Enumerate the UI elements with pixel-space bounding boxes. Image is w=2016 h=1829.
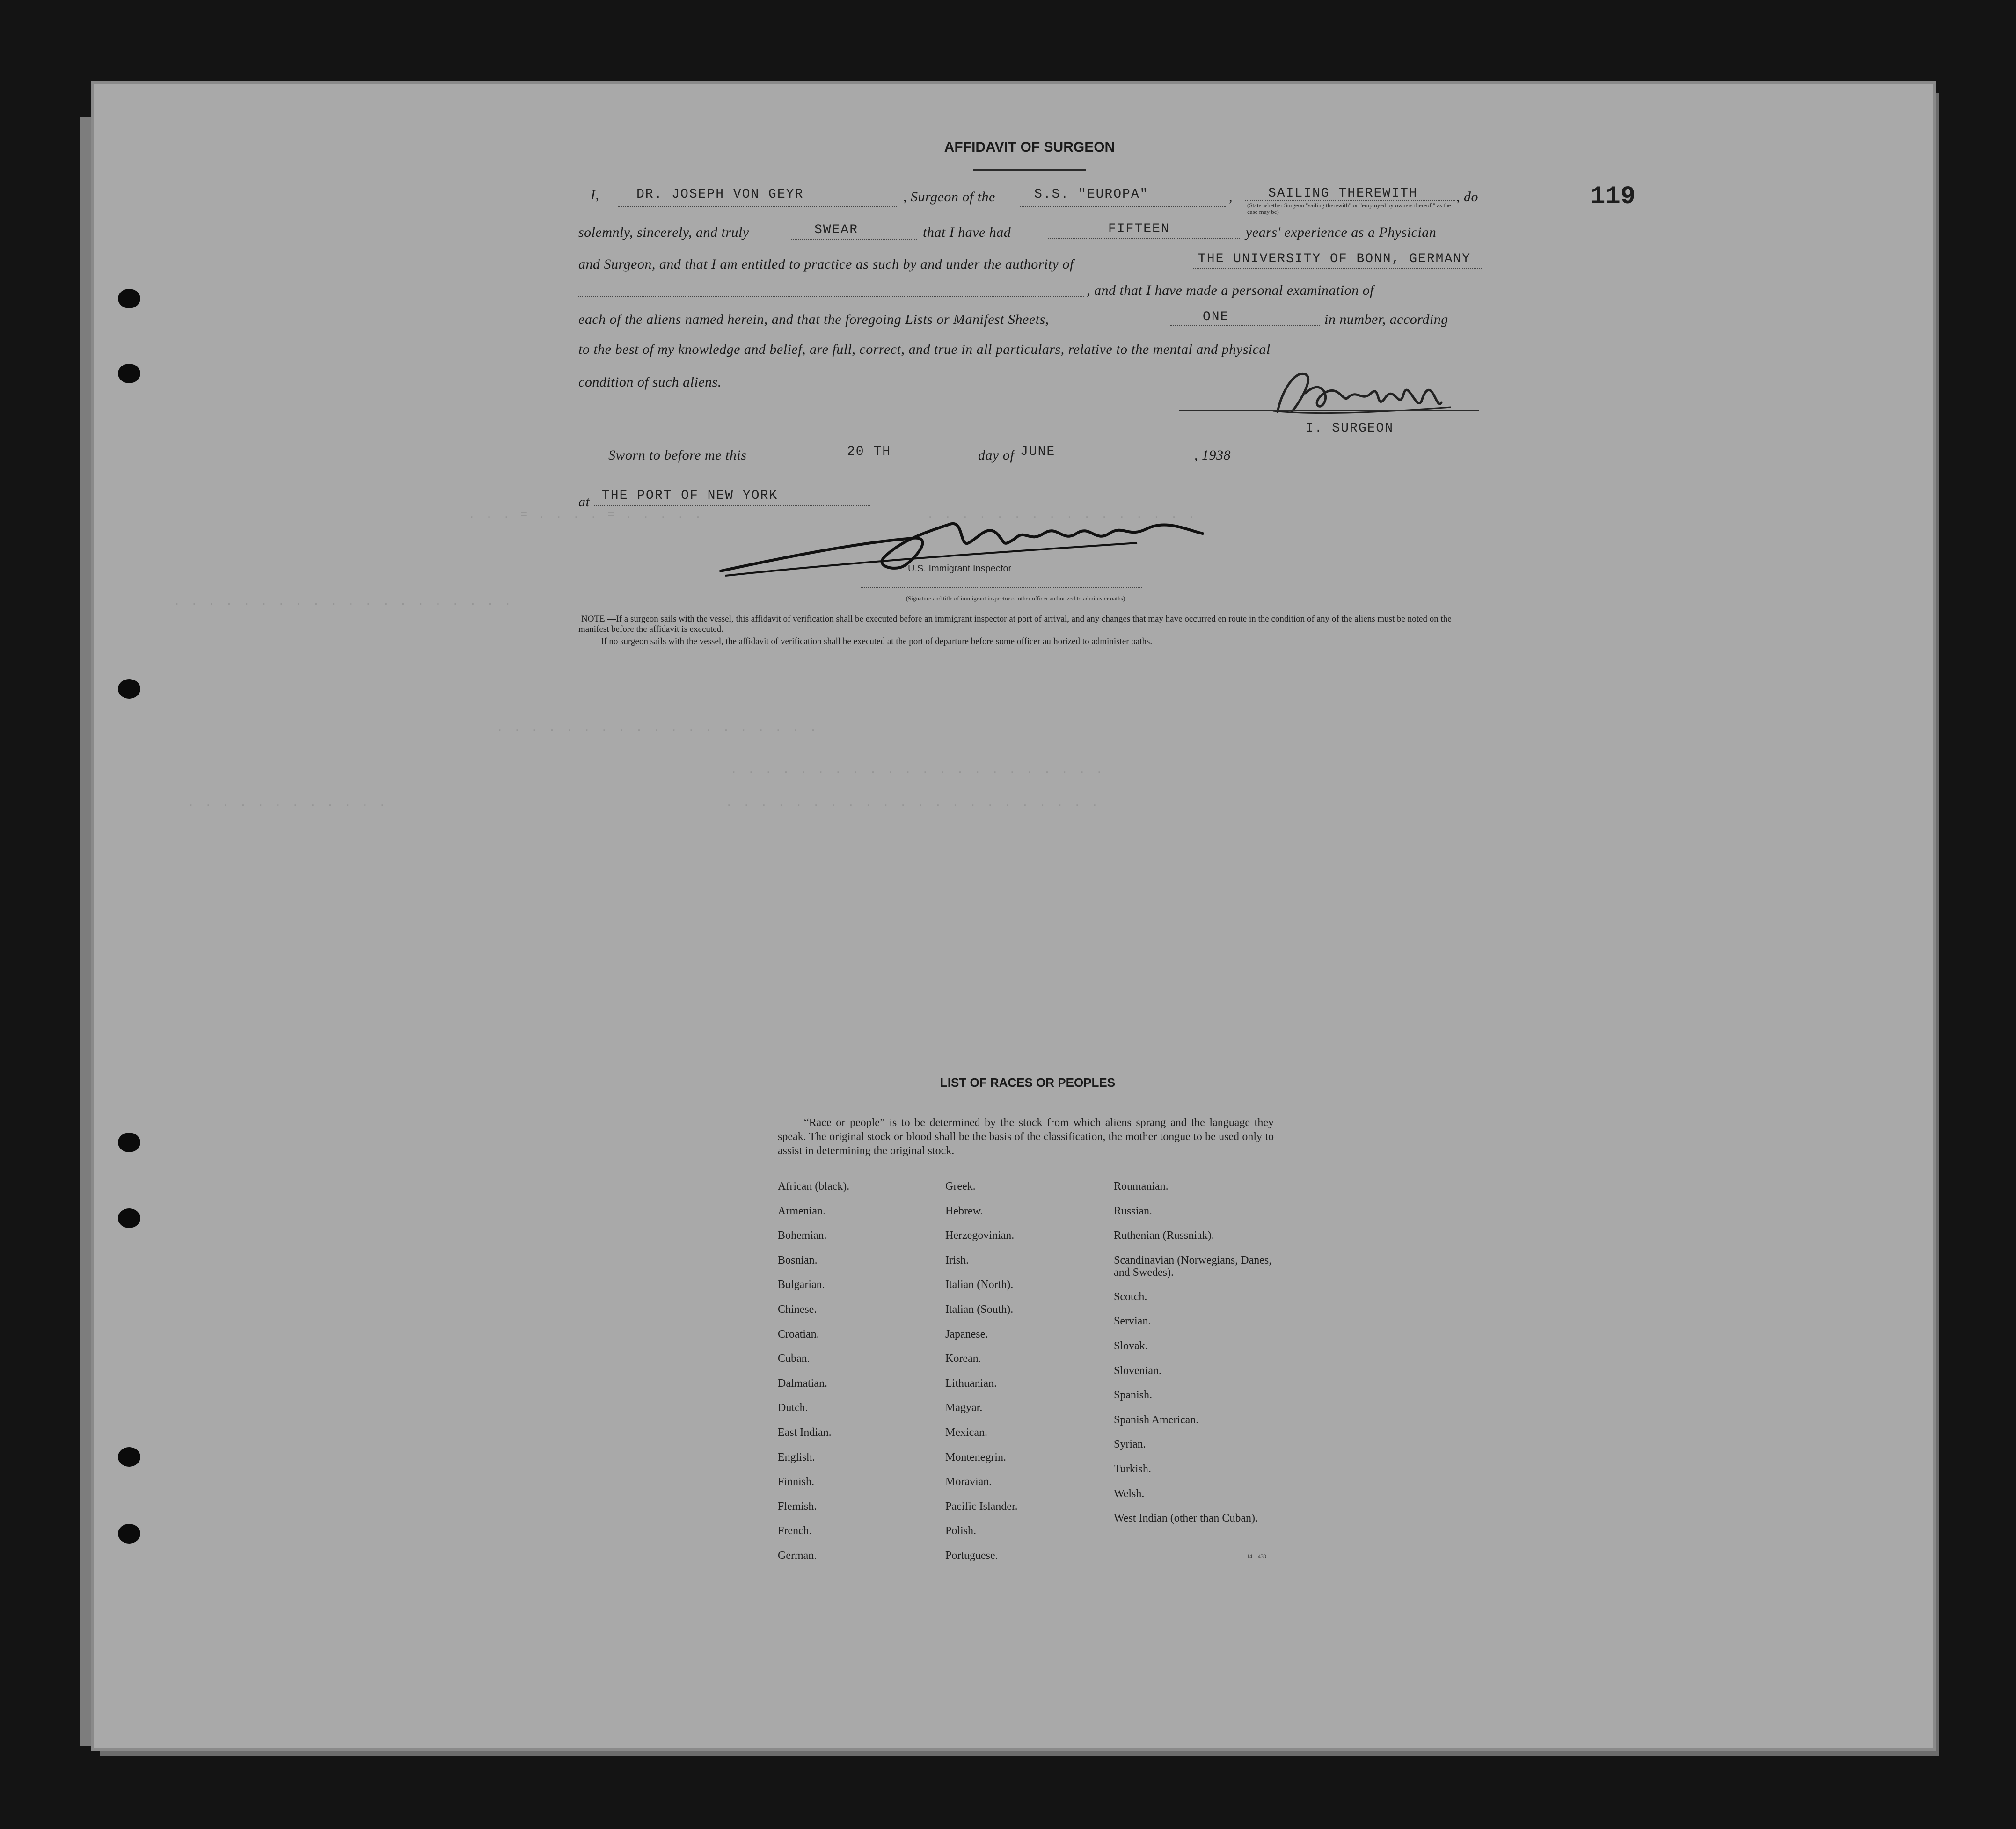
races-column-1	[778, 1180, 932, 1574]
race-item: Slovenian.	[1114, 1364, 1161, 1377]
race-item: Portuguese.	[945, 1549, 998, 1562]
race-item: Cuban.	[778, 1353, 810, 1365]
inspector-label: U.S. Immigrant Inspector	[908, 563, 1012, 574]
affidavit-text: Sworn to before me this	[608, 447, 747, 463]
race-item: Scotch.	[1114, 1290, 1147, 1303]
sheet-edge	[80, 117, 95, 1746]
race-item: Korean.	[945, 1353, 981, 1365]
affidavit-text: , and that I have made a personal examination of	[1087, 283, 1374, 298]
race-item: Spanish.	[1114, 1389, 1153, 1402]
binder-hole	[118, 1524, 140, 1544]
race-item: Magyar.	[945, 1402, 983, 1414]
race-item: Moravian.	[945, 1476, 992, 1488]
authority: THE UNIVERSITY OF BONN, GERMANY	[1198, 252, 1471, 266]
page-number: 119	[1590, 183, 1636, 211]
race-item: Bulgarian.	[778, 1279, 825, 1291]
fill-line	[578, 296, 1084, 297]
fill-line	[1193, 268, 1483, 269]
race-item: Turkish.	[1114, 1463, 1151, 1475]
race-item: English.	[778, 1451, 815, 1463]
races-title: LIST OF RACES OR PEOPLES	[940, 1075, 1116, 1090]
race-item: Italian (North).	[945, 1279, 1014, 1291]
race-item: Syrian.	[1114, 1438, 1146, 1451]
sailing-note: (State whether Surgeon "sailing therewith" or "employed by owners thereof," as the case may be)	[1247, 202, 1451, 215]
race-item: Ruthenian (Russniak).	[1114, 1229, 1214, 1242]
affidavit-title: AFFIDAVIT OF SURGEON	[944, 139, 1115, 155]
affidavit-text: I,	[591, 187, 599, 203]
sworn-place: THE PORT OF NEW YORK	[602, 489, 778, 503]
race-item: Scandinavian (Norwegians, Danes, and Swedes).	[1114, 1254, 1272, 1279]
fill-line	[1020, 206, 1226, 207]
title-underline	[973, 169, 1086, 171]
race-item: African (black).	[778, 1180, 850, 1193]
race-item: Lithuanian.	[945, 1377, 997, 1390]
race-item: German.	[778, 1549, 817, 1562]
affidavit-text: , 1938	[1194, 447, 1231, 463]
fill-line	[1245, 200, 1455, 201]
vessel-name: S.S. "EUROPA"	[1034, 187, 1149, 202]
affidavit-text: , do	[1456, 189, 1478, 205]
affidavit-text: day of	[978, 447, 1015, 463]
sworn-month: JUNE	[1020, 445, 1056, 459]
affidavit-text: each of the aliens named herein, and that the foregoing Lists or Manifest Sheets,	[578, 312, 1049, 327]
affidavit-text: ,	[1229, 189, 1233, 205]
affidavit-text: at	[578, 494, 590, 510]
race-item: Polish.	[945, 1525, 977, 1537]
race-item: Herzegovinian.	[945, 1229, 1015, 1242]
binder-hole	[118, 1133, 140, 1152]
binder-hole	[118, 1208, 140, 1228]
race-item: Finnish.	[778, 1476, 815, 1488]
race-item: Slovak.	[1114, 1339, 1148, 1352]
race-item: Dutch.	[778, 1402, 808, 1414]
race-item: Japanese.	[945, 1328, 988, 1340]
affidavit-text: condition of such aliens.	[578, 374, 722, 390]
surgeon-signature	[1264, 360, 1460, 426]
affidavit-note: NOTE.—If a surgeon sails with the vessel, this affidavit of verification shall be executed before an immigrant inspector at port of arrival, and any changes that may have occurred en route in the condition of any of the aliens must be noted on the manifest before the affidavit is executed.	[578, 614, 1452, 634]
binder-hole	[118, 679, 140, 699]
race-item: Hebrew.	[945, 1205, 983, 1217]
race-item: Irish.	[945, 1254, 969, 1266]
fill-line	[594, 505, 870, 506]
oath-type: SWEAR	[814, 223, 859, 237]
fill-line	[1170, 325, 1320, 326]
race-item: Roumanian.	[1114, 1180, 1169, 1193]
races-intro: “Race or people” is to be determined by the stock from which aliens sprang and the language they speak. The original stock or blood shall be the basis of the classification, the mother tongue to be used only to assist in determining the original stock.	[778, 1117, 1274, 1157]
sworn-day: 20 TH	[847, 445, 891, 459]
race-item: Bohemian.	[778, 1229, 827, 1242]
fill-line	[1048, 238, 1240, 239]
signature-line	[1179, 410, 1479, 411]
fill-line	[618, 206, 898, 207]
binder-hole	[118, 1447, 140, 1467]
race-item: French.	[778, 1525, 812, 1537]
race-item: West Indian (other than Cuban).	[1114, 1512, 1258, 1525]
fill-line	[861, 587, 1142, 588]
surgeon-title: I. SURGEON	[1306, 421, 1394, 436]
manifest-sheets-count: ONE	[1203, 310, 1229, 324]
races-column-3	[1114, 1180, 1282, 1549]
affidavit-text: in number, according	[1324, 312, 1448, 327]
race-item: Welsh.	[1114, 1487, 1145, 1500]
race-item: Armenian.	[778, 1205, 825, 1217]
race-item: Servian.	[1114, 1315, 1151, 1328]
race-item: Pacific Islander.	[945, 1500, 1018, 1513]
race-item: Flemish.	[778, 1500, 817, 1513]
affidavit-text: years' experience as a Physician	[1246, 225, 1437, 240]
race-item: Montenegrin.	[945, 1451, 1006, 1463]
binder-hole	[118, 364, 140, 383]
race-item: Spanish American.	[1114, 1413, 1199, 1426]
affidavit-text: to the best of my knowledge and belief, are full, correct, and true in all particulars, relative to the mental and physical	[578, 342, 1271, 357]
years-experience: FIFTEEN	[1108, 222, 1170, 236]
affidavit-text: , Surgeon of the	[903, 189, 995, 205]
race-item: Russian.	[1114, 1205, 1153, 1217]
race-item: Bosnian.	[778, 1254, 818, 1266]
sailing-status: SAILING THEREWITH	[1268, 186, 1418, 201]
fill-line	[791, 239, 917, 240]
race-item: Greek.	[945, 1180, 976, 1193]
race-item: East Indian.	[778, 1426, 832, 1439]
race-item: Croatian.	[778, 1328, 819, 1340]
race-item: Italian (South).	[945, 1303, 1014, 1316]
affidavit-text: that I have had	[923, 225, 1011, 240]
race-item: Dalmatian.	[778, 1377, 827, 1390]
surgeon-name: DR. JOSEPH VON GEYR	[636, 187, 804, 202]
form-number: 14—430	[1247, 1553, 1266, 1559]
affidavit-text: solemnly, sincerely, and truly	[578, 225, 749, 240]
affidavit-text: and Surgeon, and that I am entitled to practice as such by and under the authority of	[578, 256, 1074, 272]
race-item: Chinese.	[778, 1303, 817, 1316]
race-item: Mexican.	[945, 1426, 987, 1439]
inspector-caption: (Signature and title of immigrant inspector or other officer authorized to administer oaths)	[906, 595, 1125, 602]
races-column-2	[945, 1180, 1100, 1574]
affidavit-note: If no surgeon sails with the vessel, the affidavit of verification shall be executed at the port of departure before some officer authorized to administer oaths.	[601, 636, 1153, 646]
binder-hole	[118, 289, 140, 308]
